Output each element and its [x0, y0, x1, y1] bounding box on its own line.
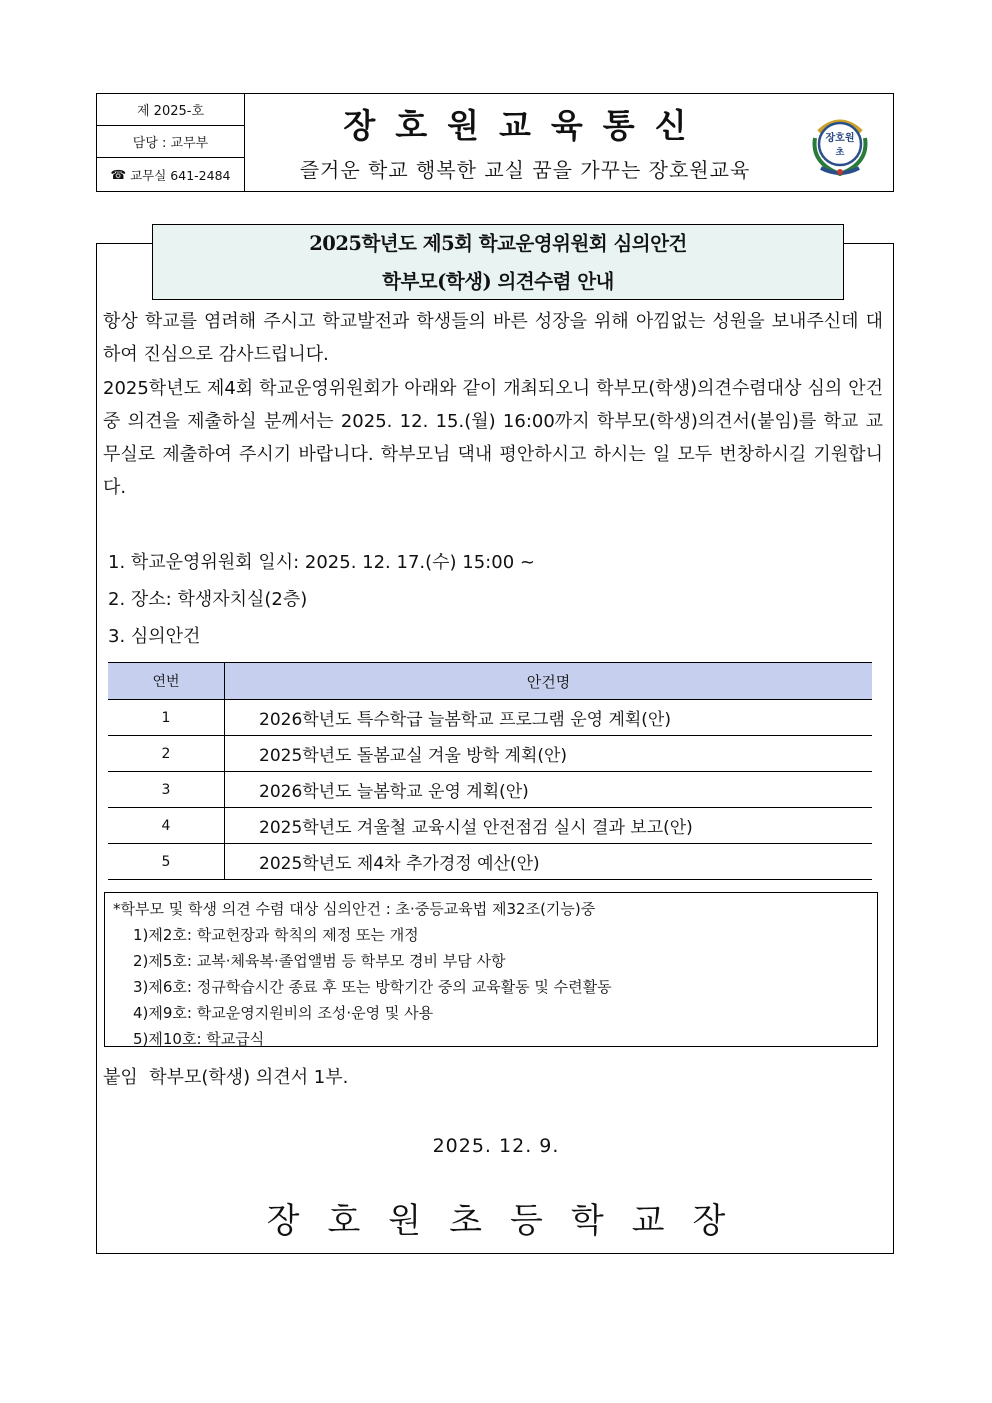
row-number: 5 [108, 844, 225, 880]
note-item: 2)제5호: 교복·체육복·졸업앨범 등 학부모 경비 부담 사항 [133, 952, 506, 970]
newsletter-title: 장호원교육통신 [343, 106, 707, 145]
agenda-name: 2025학년도 겨울철 교육시설 안전점검 실시 결과 보고(안) [225, 808, 873, 844]
note-item: 5)제10호: 학교급식 [133, 1030, 265, 1048]
table-row [108, 808, 872, 844]
meeting-location: 2. 장소: 학생자치실(2층) [108, 589, 308, 610]
row-number: 2 [108, 736, 225, 772]
agenda-name: 2025학년도 제4차 추가경정 예산(안) [225, 844, 873, 880]
issue-date: 2025. 12. 9. [432, 1135, 560, 1157]
note-item: 3)제6호: 정규학습시간 종료 후 또는 방학기간 중의 교육활동 및 수련활동 [133, 978, 612, 996]
note-item: 1)제2호: 학교헌장과 학칙의 제정 또는 개정 [133, 926, 419, 944]
agenda-name: 2026학년도 늘봄학교 운영 계획(안) [225, 772, 873, 808]
newsletter-header [96, 93, 894, 192]
header-info-column [97, 94, 245, 191]
note-heading: *학부모 및 학생 의견 수렴 대상 심의안건 : 초·중등교육법 제32조(기능)중 [113, 900, 596, 918]
table-row [108, 772, 872, 808]
row-number: 1 [108, 700, 225, 736]
table-header-row [108, 663, 872, 700]
principal-signature: 장호원초등학교장 [266, 1201, 754, 1241]
phone-number: 교무실 641-2484 [130, 167, 231, 183]
school-emblem-icon [805, 108, 875, 180]
notice-paragraph: 2025학년도 제4회 학교운영위원회가 아래와 같이 개최되오니 학부모(학생)의견수렴대상 심의 안건중 의견을 제출하실 분께서는 2025. 12. 15.(월) 16:00까지 학부모(학생)의견서(붙임)를 학교 교무실로 제출하여 주시기 바랍니다. 학부모님 댁내 평안하시고 하시는 일 모두 번창하시길 기원합니다. [103, 378, 883, 498]
row-number: 4 [108, 808, 225, 844]
table-row [108, 736, 872, 772]
greeting-paragraph: 항상 학교를 염려해 주시고 학교발전과 학생들의 바른 성장을 위해 아낌없는 성원을 보내주신데 대하여 진심으로 감사드립니다. [103, 311, 883, 365]
issue-number: 제 2025-호 [97, 94, 244, 126]
col-header-no: 연번 [108, 663, 225, 700]
row-number: 3 [108, 772, 225, 808]
legal-basis-note [104, 892, 878, 1047]
notice-title-box [152, 224, 844, 300]
agenda-table [108, 662, 872, 880]
agenda-name: 2026학년도 특수학급 늘봄학교 프로그램 운영 계획(안) [225, 700, 873, 736]
newsletter-slogan: 즐거운 학교 행복한 교실 꿈을 가꾸는 장호원교육 [299, 158, 751, 182]
agenda-name: 2025학년도 돌봄교실 겨울 방학 계획(안) [225, 736, 873, 772]
attachment-line: 붙임 학부모(학생) 의견서 1부. [103, 1067, 349, 1088]
emblem-text: 장호원 [825, 133, 855, 144]
notice-title-line2: 학부모(학생) 의견수렴 안내 [382, 270, 614, 293]
phone-icon: ☎ [110, 167, 127, 182]
note-item: 4)제9호: 학교운영지원비의 조성·운영 및 사용 [133, 1004, 434, 1022]
agenda-heading: 3. 심의안건 [108, 626, 201, 647]
col-header-name: 안건명 [225, 663, 873, 700]
svg-text:초: 초 [835, 148, 845, 158]
department: 담당 : 교무부 [97, 126, 244, 158]
table-row [108, 700, 872, 736]
meeting-datetime: 1. 학교운영위원회 일시: 2025. 12. 17.(수) 15:00 ~ [108, 552, 535, 573]
phone-row [97, 158, 244, 191]
table-row [108, 844, 872, 880]
notice-title-line1: 2025학년도 제5회 학교운영위원회 심의안건 [309, 232, 687, 255]
